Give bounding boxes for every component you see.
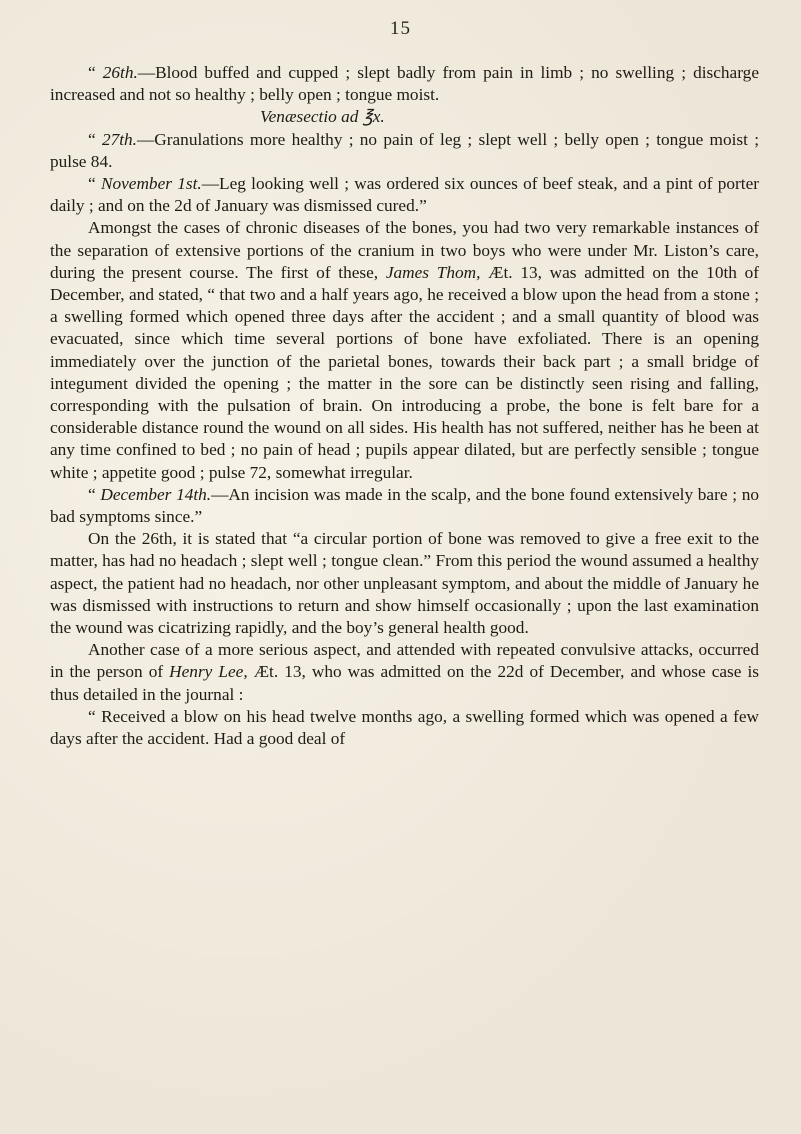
- paragraph-henry-lee: [50, 639, 759, 706]
- entry-text: —Blood buffed and cupped ; slept badly from pain in limb ; no swelling ; discharge increased and not so healthy ; belly open ; tongue moist.: [50, 63, 759, 105]
- paragraph-text: Æt. 13, who was admitted on the 22d of December, and whose case is thus detailed in the journal :: [50, 662, 760, 704]
- paragraph-26th: “ 26th.—Blood buffed and cupped ; slept badly from pain in limb ; no swelling ; discharge increased and not so healthy ; belly open ; tongue moist.: [50, 63, 759, 105]
- paragraph-text: Another case of a more serious aspect, and attended with repeated convulsive attacks, occurred in the person of: [50, 640, 759, 682]
- patient-name: Henry Lee,: [169, 662, 248, 682]
- paragraph-27th: “ 27th.—Granulations more healthy ; no pain of leg ; slept well ; belly open ; tongue moist ; pulse 84.: [50, 129, 759, 171]
- page-number: 15: [390, 18, 411, 39]
- paragraph-text: Amongst the cases of chronic diseases of the bones, you had two very remarkable instances of the separation of extensive portions of the cranium in two boys who were under Mr. Liston’s care, during the present course. The first of these,: [50, 218, 759, 282]
- entry-date: 14th.: [176, 484, 212, 504]
- body-text: [50, 62, 759, 750]
- entry-text: —An incision was made in the scalp, and the bone found extensively bare ; no bad symptoms since.”: [50, 484, 759, 527]
- paragraph-text: Æt. 13, was admitted on the 10th of December, and stated, “ that two and a half years ago, he received a blow upon the head from a stone ; a swelling formed which opened three days after the accident ; and a small quantity of blood was evacuated, since which time several portions of bone have exfoliated. There is an opening immediately over the junction of the parietal bones, towards their back part ; a small bridge of integument divided the opening ; the matter in the sore can be distinctly seen rising and falling, corresponding with the pulsation of brain. On introducing a probe, the bone is felt bare for a considerable distance round the wound on all sides. His health has not suffered, neither has he been at any time confined to bed ; no pain of head ; pupils appear dilated, but are perfectly sensible ; tongue white ; appetite good ; pulse 72, somewhat irregular.: [50, 262, 760, 482]
- entry-text: —Granulations more healthy ; no pain of leg ; slept well ; belly open ; tongue moist ; pulse 84.: [50, 129, 759, 171]
- entry-month: December: [100, 484, 172, 504]
- paragraph-26th-december: [50, 528, 759, 639]
- entry-month: November: [100, 174, 172, 194]
- paragraph-december-14th: “ December 14th.—An incision was made in the scalp, and the bone found extensively bare ; no bad symptoms since.”: [50, 484, 759, 527]
- entry-text: —Leg looking well ; was ordered six ounces of beef steak, and a pint of porter daily ; and on the 2d of January was dismissed cured.”: [50, 174, 759, 216]
- entry-date: 1st.: [177, 174, 202, 194]
- paragraph-james-thom: [50, 217, 759, 483]
- prescription-line: [50, 106, 759, 128]
- entry-date: 26th.: [102, 63, 138, 82]
- paragraph-journal-quote: [50, 706, 759, 750]
- paragraph-november-1st: “ November 1st.—Leg looking well ; was ordered six ounces of beef steak, and a pint of porter daily ; and on the 2d of January was dismissed cured.”: [50, 174, 759, 216]
- patient-name: James Thom,: [385, 262, 481, 282]
- prescription-text: Venæsectio ad ℥x.: [260, 107, 385, 127]
- paragraph-text: “ Received a blow on his head twelve months ago, a swelling formed which was opened a few days after the accident. Had a good deal of: [50, 706, 759, 749]
- paragraph-text: On the 26th, it is stated that “a circular portion of bone was removed to give a free exit to the matter, has had no headach ; slept well ; tongue clean.” From this period the wound assumed a healthy aspect, the patient had no headach, nor other unpleasant symptom, and about the middle of January he was dismissed with instructions to return and show himself occasionally ; upon the last examination the wound was cicatrizing rapidly, and the boy’s general health good.: [50, 529, 759, 638]
- entry-date: 27th.: [101, 129, 137, 149]
